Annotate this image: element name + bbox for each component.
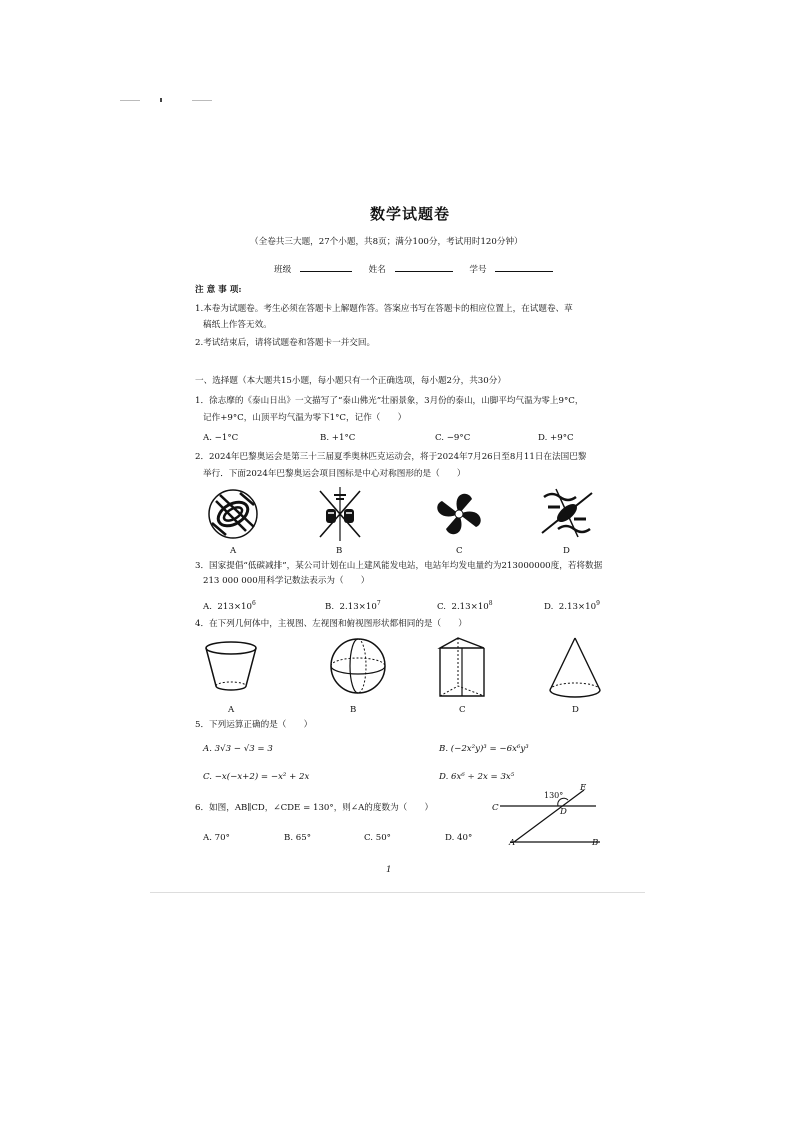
q6-angle-label: 130° xyxy=(544,791,564,800)
question-3-line-1: 3．国家提倡“低碳减排”，某公司计划在山上建风能发电站，电站年均发电量约为213000000度，若将数据 xyxy=(195,561,603,571)
section-heading: 一、选择题（本大题共15小题，每小题只有一个正确选项，每小题2分，共30分） xyxy=(195,376,506,386)
q2-label-c: C xyxy=(456,546,463,556)
exam-subtitle: （全卷共三大题，27个小题，共8页；满分100分，考试用时120分钟） xyxy=(250,237,523,247)
q2-label-a: A xyxy=(230,546,237,556)
q3-option-d: D. $2.13\times 10^9$ xyxy=(544,600,600,612)
q4-label-d: D xyxy=(572,705,579,715)
question-1-line-1: 1．徐志摩的《泰山日出》一文描写了“泰山佛光”壮丽景象，3月份的泰山，山脚平均气温为零上9°C， xyxy=(195,396,584,406)
q4-label-a: A xyxy=(228,705,235,715)
question-1-line-2: 记作+9°C，山顶平均气温为零下1°C，记作（ ） xyxy=(203,413,407,423)
student-id-field[interactable] xyxy=(495,262,553,272)
question-2-line-2: 举行．下面2024年巴黎奥运会项目图标是中心对称图形的是（ ） xyxy=(203,469,466,479)
notice-line-2: 2.考试结束后，请将试题卷和答题卡一并交回。 xyxy=(195,338,376,348)
frustum-figure xyxy=(202,638,260,694)
question-5-line-1: 5．下列运算正确的是（ ） xyxy=(195,720,313,730)
olympic-icon-b xyxy=(312,485,368,543)
q2-label-d: D xyxy=(563,546,570,556)
notice-heading: 注 意 事 项: xyxy=(195,285,242,295)
student-info-row xyxy=(274,262,553,276)
question-2-line-1: 2．2024年巴黎奥运会是第三十三届夏季奥林匹克运动会，将于2024年7月26日至8月11日在法国巴黎 xyxy=(195,452,587,462)
scan-artifact xyxy=(120,100,140,101)
name-label: 姓名 xyxy=(368,265,386,275)
q6-label-d: D xyxy=(560,807,567,817)
page-number: 1 xyxy=(386,865,392,875)
sphere-figure xyxy=(328,636,388,696)
olympic-icon-a xyxy=(206,487,260,541)
class-field[interactable] xyxy=(300,262,352,272)
q5-option-d: D. 6x⁶ ÷ 2x = 3x⁵ xyxy=(439,772,515,782)
q6-label-b: B xyxy=(592,838,599,848)
notice-line-1b: 稿纸上作答无效。 xyxy=(203,320,272,330)
q6-option-b: B. 65° xyxy=(284,833,312,843)
q4-label-b: B xyxy=(350,705,357,715)
q6-option-a: A. 70° xyxy=(203,833,230,843)
q3-option-b: B. $2.13\times 10^7$ xyxy=(325,600,381,612)
q4-label-c: C xyxy=(459,705,466,715)
q2-label-b: B xyxy=(336,546,343,556)
q1-option-c: C. −9°C xyxy=(435,433,471,443)
question-4-line-1: 4．在下列几何体中，主视图、左视图和俯视图形状都相同的是（ ） xyxy=(195,619,467,629)
q1-option-a: A. −1°C xyxy=(203,433,239,443)
question-3-line-2: 213 000 000用科学记数法表示为（ ） xyxy=(203,576,370,586)
prism-figure xyxy=(436,636,488,700)
notice-line-1: 1.本卷为试题卷。考生必须在答题卡上解题作答。答案应书写在答题卡的相应位置上，在试题卷、草 xyxy=(195,304,573,314)
q6-label-e: E xyxy=(580,783,587,793)
olympic-icon-c xyxy=(432,489,486,539)
q6-label-c: C xyxy=(492,803,499,813)
scan-artifact xyxy=(192,100,212,101)
q3-option-a: A. $213\times 10^6$ xyxy=(203,600,256,612)
q1-option-d: D. +9°C xyxy=(538,433,574,443)
cone-figure xyxy=(546,634,604,700)
name-field[interactable] xyxy=(395,262,453,272)
q5-option-b: B. (−2x²y)³ = −6x⁶y³ xyxy=(439,744,529,754)
olympic-icon-d xyxy=(538,485,596,541)
scan-artifact xyxy=(160,98,162,102)
q5-option-a: A. 3√3 − √3 = 3 xyxy=(203,744,273,754)
q6-label-a: A xyxy=(509,838,516,848)
page-title: 数学试题卷 xyxy=(370,205,451,223)
class-label: 班级 xyxy=(274,265,292,275)
q6-option-c: C. 50° xyxy=(364,833,391,843)
q3-option-c: C. $2.13\times 10^8$ xyxy=(437,600,493,612)
q6-option-d: D. 40° xyxy=(445,833,473,843)
q5-option-c: C. −x(−x+2) = −x² + 2x xyxy=(203,772,310,782)
question-6-line-1: 6．如图，AB∥CD，∠CDE = 130°，则∠A的度数为（ ） xyxy=(195,803,434,813)
q1-option-b: B. +1°C xyxy=(320,433,356,443)
student-id-label: 学号 xyxy=(469,265,487,275)
scan-bottom-edge xyxy=(150,892,645,893)
